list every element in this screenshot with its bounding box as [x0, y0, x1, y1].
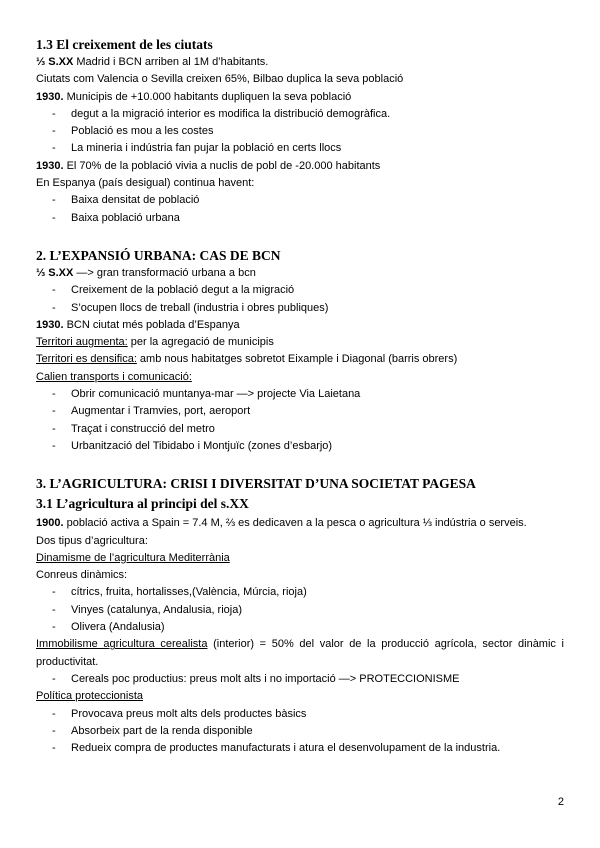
document-page [36, 36, 564, 757]
text: per la agregació de municipis [127, 336, 274, 349]
date-label: ⅓ S.XX [36, 56, 74, 68]
list-item: - cítrics, fruita, hortalisses,(València, Múrcia, rioja) [36, 584, 564, 601]
paragraph: Conreus dinàmics: [36, 569, 128, 582]
paragraph: En Espanya (país desigual) continua havent: [36, 177, 255, 190]
section-2-heading: 2. L’EXPANSIÓ URBANA: CAS DE BCN [36, 247, 281, 263]
date-label: 1930. [36, 90, 64, 103]
underlined-term: Immobilisme agricultura cerealista [36, 638, 208, 651]
list-item: - Urbanització del Tibidabo i Montjuïc (zones d’esbarjo) [36, 438, 564, 455]
date-label: ⅓ S.XX [36, 266, 74, 279]
paragraph [36, 351, 564, 368]
text: amb nous habitatges sobretot Eixample i Diagonal (barris obrers) [136, 353, 458, 366]
bullet-list [36, 282, 564, 317]
list-item: - Població es mou a les costes [36, 123, 564, 140]
date-label: 1900. [36, 517, 64, 530]
bullet-list [36, 671, 564, 688]
list-item: - Obrir comunicació muntanya-mar —> projecte Via Laietana [36, 386, 564, 403]
paragraph [36, 636, 564, 671]
list-item: - degut a la migració interior es modifica la distribució demogràfica. [36, 106, 564, 123]
bullet-list [36, 584, 564, 636]
section-3-heading: 3. L’AGRICULTURA: CRISI I DIVERSITAT D’UNA SOCIETAT PAGESA [36, 476, 476, 492]
section-1-heading: 1.3 El creixement de les ciutats [36, 37, 213, 52]
paragraph [36, 54, 564, 71]
date-label: 1930. [36, 318, 64, 331]
underlined-term: Dinamisme de l’agricultura Mediterrània [36, 551, 230, 564]
list-item: - Absorbeix part de la renda disponible [36, 723, 564, 740]
paragraph [36, 158, 564, 175]
text: —> gran transformació urbana a bcn [73, 266, 256, 279]
list-item: - Augmentar i Tramvies, port, aeroport [36, 403, 564, 420]
paragraph [36, 265, 564, 282]
text: El 70% de la població vivia a nuclis de pobl de -20.000 habitants [63, 159, 381, 172]
text: Madrid i BCN arriben al 1M d’habitants. [73, 56, 269, 68]
underlined-term: Calien transports i comunicació: [36, 370, 192, 383]
list-item: - Baixa densitat de població [36, 192, 564, 209]
underlined-term: Política proteccionista [36, 690, 143, 703]
paragraph [36, 550, 564, 567]
page-number: 2 [557, 796, 564, 808]
paragraph [36, 515, 564, 532]
date-label: 1930. [36, 159, 64, 172]
list-item: - Provocava preus molt alts dels productes bàsics [36, 706, 564, 723]
list-item: - Creixement de la població degut a la migració [36, 282, 564, 299]
paragraph [36, 688, 564, 705]
list-item: - Cereals poc productius: preus molt alts i no importació —> PROTECCIONISME [36, 671, 564, 688]
list-item: - S’ocupen llocs de treball (industria i obres publiques) [36, 300, 564, 317]
paragraph [36, 89, 564, 106]
list-item: - Vinyes (catalunya, Andalusia, rioja) [36, 602, 564, 619]
bullet-list [36, 706, 564, 758]
subsection-heading: 3.1 L’agricultura al principi del s.XX [36, 496, 249, 512]
list-item: - La mineria i indústria fan pujar la població en certs llocs [36, 140, 564, 157]
paragraph [36, 369, 564, 386]
bullet-list [36, 386, 564, 455]
text: BCN ciutat més poblada d’Espanya [63, 318, 240, 331]
text: Municipis de +10.000 habitants dupliquen la seva població [63, 90, 352, 103]
list-item: - Traçat i construcció del metro [36, 421, 564, 438]
list-item: - Baixa població urbana [36, 210, 564, 227]
paragraph: Dos tipus d’agricultura: [36, 534, 148, 547]
underlined-term: Territori es densifica: [36, 353, 137, 366]
paragraph [36, 317, 564, 334]
bullet-list [36, 192, 564, 227]
text: (interior) = 50% del valor de la producció agrícola, sector dinàmic i productivitat. [36, 638, 564, 668]
bullet-list [36, 106, 564, 158]
paragraph [36, 334, 564, 351]
list-item: - Olivera (Andalusia) [36, 619, 564, 636]
paragraph: Ciutats com Valencia o Sevilla creixen 65%, Bilbao duplica la seva població [36, 73, 404, 86]
list-item: - Redueix compra de productes manufacturats i atura el desenvolupament de la industria. [36, 740, 564, 757]
underlined-term: Territori augmenta: [36, 336, 128, 349]
text: població activa a Spain = 7.4 M, ⅔ es dedicaven a la pesca o agricultura ⅓ indústria o serveis. [63, 517, 527, 530]
